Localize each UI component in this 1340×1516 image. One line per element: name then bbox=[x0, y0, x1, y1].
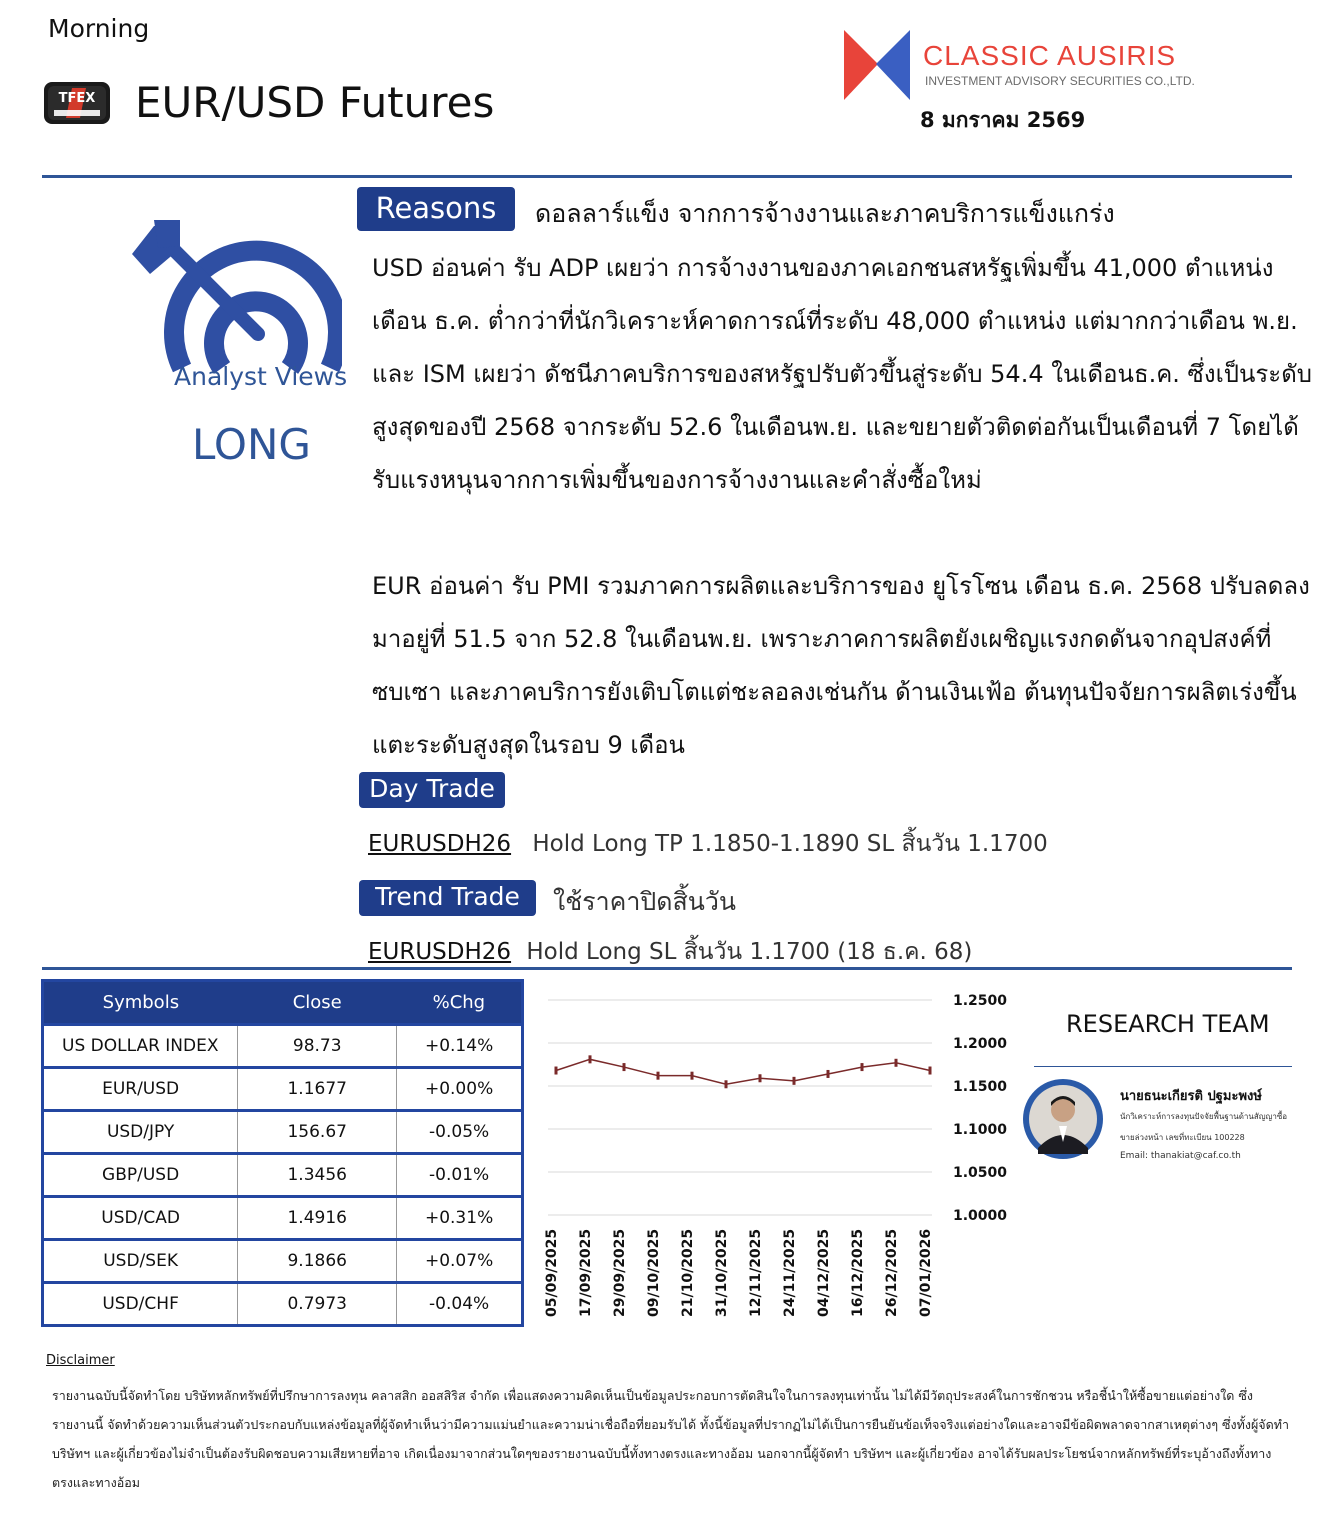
price-point bbox=[861, 1063, 864, 1071]
price-point bbox=[691, 1072, 694, 1080]
analyst-avatar bbox=[1022, 1078, 1104, 1160]
trend-trade-line bbox=[368, 934, 972, 970]
x-tick-label: 26/12/2025 bbox=[884, 1228, 900, 1317]
price-point bbox=[589, 1055, 592, 1063]
price-point bbox=[793, 1077, 796, 1085]
row-symbol: EUR/USD bbox=[43, 1068, 238, 1111]
price-line bbox=[556, 1059, 930, 1084]
divider-top bbox=[42, 175, 1292, 178]
session-label: Morning bbox=[48, 14, 150, 43]
table-row bbox=[43, 1240, 523, 1283]
reason-usd-paragraph: USD อ่อนค่า รับ ADP เผยว่า การจ้างงานของภาคเอกชนสหรัฐเพิ่มขึ้น 41,000 ตำแหน่ง เดือน ธ.ค. ต่ำกว่าที่นักวิเคราะห์คาดการณ์ที่ระดับ 48,000 ตำแหน่ง แต่มากกว่าเดือน พ.ย. และ ISM เผยว่า ดัชนีภาคบริการของสหรัฐปรับตัวขึ้นสู่ระดับ 54.4 ในเดือนธ.ค. ซึ่งเป็นระดับสูงสุดของปี 2568 จากระดับ 52.6 ในเดือนพ.ย. และขยายตัวติดต่อกันเป็นเดือนที่ 7 โดยได้รับแรงหนุนจากการเพิ่มขึ้นของการจ้างงานและคำสั่งซื้อใหม่ bbox=[372, 254, 1313, 494]
price-point bbox=[895, 1059, 898, 1067]
row-chg: -0.04% bbox=[397, 1283, 523, 1326]
analyst-name: นายธนะเกียรติ ปฐมะพงษ์ bbox=[1120, 1089, 1262, 1104]
row-symbol: USD/CHF bbox=[43, 1283, 238, 1326]
analyst-view: LONG bbox=[192, 420, 311, 469]
header-close: Close bbox=[238, 981, 397, 1025]
x-tick-label: 24/11/2025 bbox=[782, 1228, 798, 1317]
row-close: 1.4916 bbox=[238, 1197, 397, 1240]
quote-table bbox=[41, 979, 524, 1327]
row-symbol: USD/SEK bbox=[43, 1240, 238, 1283]
price-point bbox=[759, 1074, 762, 1082]
trend-trade-tag: Trend Trade bbox=[359, 880, 536, 916]
table-row bbox=[43, 1111, 523, 1154]
row-chg: +0.31% bbox=[397, 1197, 523, 1240]
disclaimer-title: Disclaimer bbox=[46, 1353, 115, 1368]
row-chg: +0.07% bbox=[397, 1240, 523, 1283]
table-row bbox=[43, 1197, 523, 1240]
divider-middle bbox=[42, 967, 1292, 970]
table-row bbox=[43, 1025, 523, 1068]
trend-trade-text: Hold Long SL สิ้นวัน 1.1700 (18 ธ.ค. 68) bbox=[526, 939, 973, 965]
reasons-headline: ดอลลาร์แข็ง จากการจ้างงานและภาคบริการแข็งแกร่ง bbox=[535, 199, 1115, 228]
row-close: 0.7973 bbox=[238, 1283, 397, 1326]
x-tick-label: 09/10/2025 bbox=[646, 1228, 662, 1317]
company-name: CLASSIC AUSIRIS bbox=[923, 40, 1177, 71]
row-close: 1.1677 bbox=[238, 1068, 397, 1111]
price-point bbox=[623, 1063, 626, 1071]
x-tick-label: 12/11/2025 bbox=[748, 1228, 764, 1317]
target-arrow-icon bbox=[130, 218, 342, 380]
y-tick-label: 1.0500 bbox=[953, 1165, 1008, 1181]
price-point bbox=[725, 1080, 728, 1088]
row-close: 156.67 bbox=[238, 1111, 397, 1154]
row-close: 9.1866 bbox=[238, 1240, 397, 1283]
x-tick-label: 05/09/2025 bbox=[544, 1228, 560, 1317]
research-team-title: RESEARCH TEAM bbox=[1066, 1010, 1270, 1038]
x-tick-label: 04/12/2025 bbox=[816, 1228, 832, 1317]
x-tick-label: 31/10/2025 bbox=[714, 1228, 730, 1317]
price-point bbox=[555, 1067, 558, 1075]
x-tick-label: 16/12/2025 bbox=[850, 1228, 866, 1317]
classic-ausiris-logo-icon bbox=[842, 26, 912, 102]
row-chg: +0.14% bbox=[397, 1025, 523, 1068]
reason-eur-paragraph: EUR อ่อนค่า รับ PMI รวมภาคการผลิตและบริการของ ยูโรโซน เดือน ธ.ค. 2568 ปรับลดลงมาอยู่ที่ 51.5 จาก 52.8 ในเดือนพ.ย. เพราะภาคการผลิตยังเผชิญแรงกดดันจากอุปสงค์ที่ซบเซา และภาคบริการยังเติบโตแต่ชะลอลงเช่นกัน ด้านเงินเฟ้อ ต้นทุนปัจจัยการผลิตเร่งขึ้นแตะระดับสูงสุดในรอบ 9 เดือน bbox=[372, 572, 1310, 759]
y-tick-label: 1.2000 bbox=[953, 1036, 1008, 1052]
report-date: 8 มกราคม 2569 bbox=[920, 108, 1086, 132]
day-trade-tag: Day Trade bbox=[359, 772, 505, 808]
row-close: 98.73 bbox=[238, 1025, 397, 1068]
table-row bbox=[43, 1154, 523, 1197]
page-title: EUR/USD Futures bbox=[135, 78, 495, 127]
price-point bbox=[929, 1067, 932, 1075]
eurusd-price-chart bbox=[540, 985, 1020, 1325]
y-tick-label: 1.2500 bbox=[953, 993, 1008, 1009]
trend-trade-note: ใช้ราคาปิดสิ้นวัน bbox=[553, 887, 736, 916]
reasons-tag: Reasons bbox=[357, 187, 515, 231]
analyst-role-line2: ขายล่วงหน้า เลขที่ทะเบียน 100228 bbox=[1120, 1133, 1245, 1142]
tfex-logo-icon bbox=[42, 78, 112, 128]
day-trade-symbol-link[interactable]: EURUSDH26 bbox=[368, 831, 512, 857]
price-point bbox=[827, 1070, 830, 1078]
row-chg: -0.05% bbox=[397, 1111, 523, 1154]
row-symbol: USD/JPY bbox=[43, 1111, 238, 1154]
analyst-views-label: Analyst Views bbox=[174, 362, 348, 391]
row-symbol: USD/CAD bbox=[43, 1197, 238, 1240]
day-trade-line bbox=[368, 826, 1048, 862]
table-row bbox=[43, 1068, 523, 1111]
x-tick-label: 17/09/2025 bbox=[578, 1228, 594, 1317]
trend-trade-symbol-link[interactable]: EURUSDH26 bbox=[368, 939, 512, 965]
table-row bbox=[43, 1283, 523, 1326]
x-tick-label: 29/09/2025 bbox=[612, 1228, 628, 1317]
research-team-divider bbox=[1034, 1066, 1292, 1067]
analyst-email[interactable]: Email: thanakiat@caf.co.th bbox=[1120, 1151, 1241, 1161]
y-tick-label: 1.1000 bbox=[953, 1122, 1008, 1138]
row-symbol: US DOLLAR INDEX bbox=[43, 1025, 238, 1068]
tfex-logo-text: TFEX bbox=[58, 91, 96, 106]
company-subtitle: INVESTMENT ADVISORY SECURITIES CO.,LTD. bbox=[925, 74, 1195, 88]
table-header-row bbox=[43, 981, 523, 1025]
price-point bbox=[657, 1072, 660, 1080]
day-trade-text: Hold Long TP 1.1850-1.1890 SL สิ้นวัน 1.1700 bbox=[532, 831, 1048, 857]
header-chg: %Chg bbox=[397, 981, 523, 1025]
disclaimer-text: รายงานฉบับนี้จัดทำโดย บริษัทหลักทรัพย์ที่ปรึกษาการลงทุน คลาสสิก ออสสิริส จำกัด เพื่อแสดงความคิดเห็นเป็นข้อมูลประกอบการตัดสินใจในการลงทุนเท่านั้น ไม่ได้มีวัตถุประสงค์ในการชักชวน หรือชี้นำให้ซื้อขายแต่อย่างใด ซึ่งรายงานนี้ จัดทำด้วยความเห็นส่วนตัวประกอบกับแหล่งข้อมูลที่ผู้จัดทำเห็นว่ามีความแม่นยำและความน่าเชื่อถือที่ยอมรับได้ ทั้งนี้ข้อมูลที่ปรากฏไม่ได้เป็นการยืนยันข้อเท็จจริงแต่อย่างใดและอาจมีข้อผิดพลาดจากสาเหตุต่างๆ ซึ่งทั้งผู้จัดทำ บริษัทฯ และผู้เกี่ยวข้องไม่จำเป็นต้องรับผิดชอบความเสียหายที่อาจ เกิดเนื่องมาจากส่วนใดๆของรายงานฉบับนี้ทั้งทางตรงและทางอ้อม นอกจากนี้ผู้จัดทำ บริษัทฯ และผู้เกี่ยวข้อง อาจได้รับผลประโยชน์จากหลักทรัพย์ที่ระบุอ้างถึงทั้งทางตรงและทางอ้อม bbox=[52, 1388, 1289, 1490]
row-chg: -0.01% bbox=[397, 1154, 523, 1197]
analyst-role-line1: นักวิเคราะห์การลงทุนปัจจัยพื้นฐานด้านสัญญาซื้อ bbox=[1120, 1112, 1288, 1121]
header-symbols: Symbols bbox=[43, 981, 238, 1025]
y-tick-label: 1.1500 bbox=[953, 1079, 1008, 1095]
row-symbol: GBP/USD bbox=[43, 1154, 238, 1197]
row-chg: +0.00% bbox=[397, 1068, 523, 1111]
y-tick-label: 1.0000 bbox=[953, 1208, 1008, 1224]
row-close: 1.3456 bbox=[238, 1154, 397, 1197]
x-tick-label: 21/10/2025 bbox=[680, 1228, 696, 1317]
x-tick-label: 07/01/2026 bbox=[918, 1228, 934, 1317]
